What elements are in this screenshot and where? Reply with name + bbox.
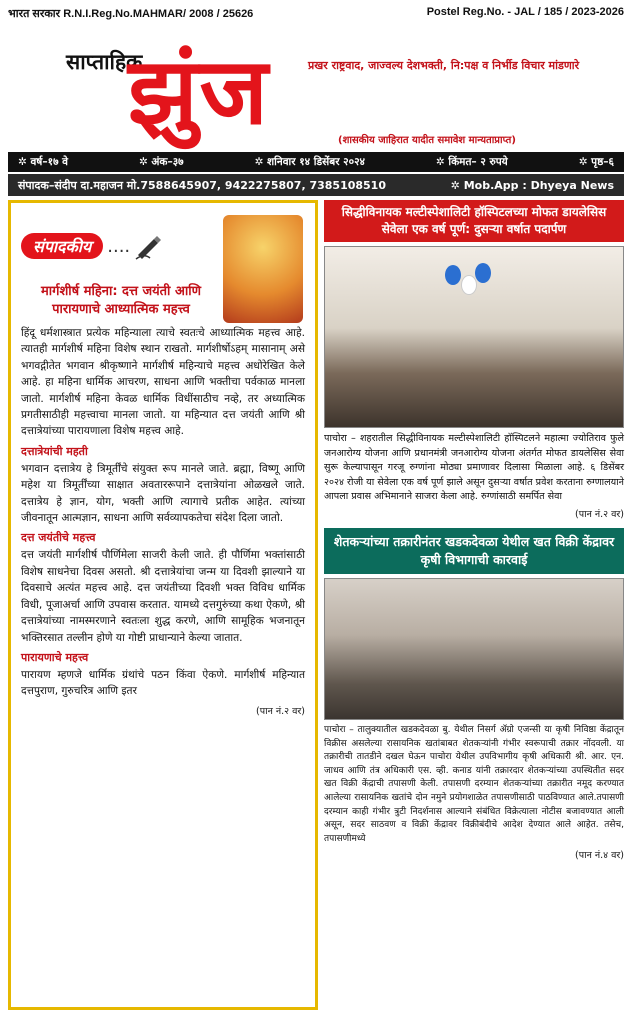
dots-decoration: ....	[107, 235, 131, 257]
balloon	[475, 263, 491, 283]
year-info: ✲ वर्ष–१७ वे	[18, 156, 69, 168]
issue-info-bar	[8, 152, 624, 172]
agriculture-news-headline: शेतकऱ्यांच्या तक्रारीनंतर खडकदेवळा येथील खत विक्री केंद्रावर कृषी विभागाची कारवाई	[324, 528, 624, 574]
pages-info: ✲ पृष्ठ–६	[578, 156, 614, 168]
editor-bar	[8, 174, 624, 196]
editorial-badge: संपादकीय	[21, 233, 103, 259]
agriculture-inspection-photo	[324, 578, 624, 720]
editorial-paragraph-3: दत्त जयंती मार्गशीर्ष पौर्णिमेला साजरी केली जाते. ही पौर्णिमा भक्तांसाठी विशेष साधनेचा दिवस असतो. श्री दत्तात्रेयांचा जन्म या दिवशी झाल्याने या दिवसाचे अत्यंत महत्त्व आहे. दत्त जयंतीच्या दिवशी भक्त विविध धार्मिक विधी, पूजाअर्चा आणि उपवास करतात. यामध्ये दत्तगुरुंच्या कथा ऐकणे, श्री दत्तात्रेयांच्या नामस्मरणाने स्वतःला शुद्ध करणे, आणि सामूहिक भजनातून भक्तिरसात तल्लीन होणे या गोष्टी प्राधान्याने केल्या जातात.	[21, 549, 305, 644]
section-heading-dattatreya: दत्तात्रेयांची महती	[21, 444, 88, 458]
section-heading-datta-jayanti: दत्त जयंतीचे महत्त्व	[21, 531, 96, 545]
postal-registration: Postel Reg.No. - JAL / 185 / 2023-2026	[426, 6, 624, 18]
rni-registration: भारत सरकार R.N.I.Reg.No.MAHMAR/ 2008 / 25626	[8, 8, 254, 20]
date-info: ✲ शनिवार १४ डिसेंबर २०२४	[254, 156, 366, 168]
section-heading-parayan: पारायणाचे महत्त्व	[21, 650, 89, 664]
hospital-continued-note: (पान नं.२ वर)	[575, 508, 624, 520]
mobile-app-info: ✲ Mob.App : Dhyeya News	[450, 178, 614, 192]
editor-contact: संपादक–संदीप दा.महाजन मो.7588645907, 9422275807, 7385108510	[18, 178, 386, 192]
weekly-label: साप्ताहिक	[66, 50, 143, 74]
hospital-news-text: पाचोरा – शहरातील सिद्धीविनायक मल्टीस्पेशालिटी हॉस्पिटलने महात्मा ज्योतिराव फुले जनआरोग्य योजना आणि प्रधानमंत्री जनआरोग्य योजना अंतर्गत मोफत डायलेसिस सेवा सुरू केल्यापासून गरजू रुग्णांना मोठ्या प्रमाणावर दिलासा मिळाला आहे. ६ डिसेंबर २०२४ रोजी या सेवेला एक वर्ष पूर्ण झाले असून दुसऱ्या वर्षात प्रवेश करताना रुग्णालयाने आपला प्रवास अभिमानाने साजरा केला आहे. रुग्णांसाठी समर्पित सेवा	[324, 433, 624, 503]
issue-info: ✲ अंक–३७	[138, 156, 184, 168]
agriculture-continued-note: (पान नं.४ वर)	[575, 850, 624, 862]
balloon	[461, 275, 477, 295]
news-column	[324, 200, 624, 1010]
hospital-news-headline: सिद्धीविनायक मल्टीस्पेशालिटी हॉस्पिटलच्या मोफत डायलेसिस सेवेला एक वर्ष पूर्ण: दुसऱ्या वर्षात पदार्पण	[324, 200, 624, 242]
continued-note: (पान नं.२ वर)	[256, 705, 305, 717]
registration-line	[8, 6, 624, 24]
pen-icon	[134, 231, 164, 261]
balloon	[445, 265, 461, 285]
masthead	[8, 28, 624, 150]
paper-name: झुंज	[128, 37, 270, 145]
tagline: प्रखर राष्ट्रवाद, जाज्वल्य देशभक्ती, नि:पक्ष व निर्भीड विचार मांडणारे	[308, 59, 580, 72]
editorial-paragraph-2: भगवान दत्तात्रेय हे त्रिमूर्तींचे संयुक्त रूप मानले जाते. ब्रह्मा, विष्णू आणि महेश या त्रिमूर्तींच्या साक्षात अवताररूपाने दत्तात्रेयांना ओळखले जाते. दत्तात्रेय हे ज्ञान, योग, भक्ती आणि त्यागाचे प्रतीक आहेत. त्यांच्या जीवनातून आत्मज्ञान, साधना आणि सर्वव्यापकतेचा संदेश दिला जातो.	[21, 462, 305, 525]
editorial-column	[8, 200, 318, 1010]
government-listing-note: (शासकीय जाहिरात यादीत समावेश मान्यताप्राप्त)	[338, 135, 516, 146]
price-info: ✲ किंमत– २ रुपये	[435, 156, 508, 168]
editorial-paragraph-4: पारायण म्हणजे धार्मिक ग्रंथांचे पठन किंवा ऐकणे. मार्गशीर्ष महिन्यात दत्तपुराण, गुरुचरित्र आणि इतर	[21, 668, 305, 698]
deity-image	[223, 215, 303, 323]
editorial-title: मार्गशीर्ष महिना: दत्त जयंती आणि पारायणाचे आध्यात्मिक महत्त्व	[40, 284, 201, 317]
editorial-paragraph-1: हिंदू धर्मशास्त्रात प्रत्येक महिन्याला त्याचे स्वतःचे आध्यात्मिक महत्त्व आहे. त्यातही मार्गशीर्ष महिना विशेष स्थान राखतो. मार्गशीर्षोऽहम् मासानाम् असे भगवद्गीतेत भगवान श्रीकृष्णाने मार्गशीर्ष महिन्याचे महत्त्व अधोरेखित केले आहे. हा महिना धार्मिक आचरण, साधना आणि भक्तीचा पर्वकाळ मानला जातो. मार्गशीर्ष महिना केवळ धार्मिक विधींसाठीच नव्हे, तर अध्यात्मिक प्रगतीसाठीही महत्त्वाचा मानला जातो. या महिन्यात दत्त जयंती आणि श्री दत्तात्रेयांच्या पारायणाला विशेष महत्त्व आहे.	[21, 327, 305, 438]
hospital-celebration-photo	[324, 246, 624, 428]
agriculture-news-text: पाचोरा – तालुक्यातील खडकदेवळा बु. येथील निसर्ग ॲग्रो एजन्सी या कृषी निविष्ठा केंद्रातून विक्रीस असलेल्या रासायनिक खतांबाबत शेतकऱ्यांनी गंभीर स्वरूपाची तक्रार नोंदवली. या तक्रारीची तातडीने दखल घेऊन पाचोरा येथील उपविभागीय कृषी अधिकारी श्री. आर. एन. जाधव आणि तंत्र अधिकारी एस. व्ही. कनाड यांनी तक्रारदार शेतकऱ्यांच्या उपस्थितीत सदर खत विक्री केंद्राची तपासणी केली. तपासणी दरम्यान शेतकऱ्यांच्या तक्रारीत नमूद करण्यात आलेल्या रासायनिक खतांचे दोन नमुने प्रयोगशाळेत तपासणीसाठी पाठविण्यात आले.तपासणी दरम्यान काही गंभीर त्रुटी निदर्शनास आल्याने संबंधित विक्रेत्याला नोटीस बजावण्यात आली असून, सदर साठवण व विक्री केंद्रावर विक्रीबंदीचे आदेश देण्यात आले आहेत. तसेच, तपासणीमध्ये	[324, 724, 624, 844]
